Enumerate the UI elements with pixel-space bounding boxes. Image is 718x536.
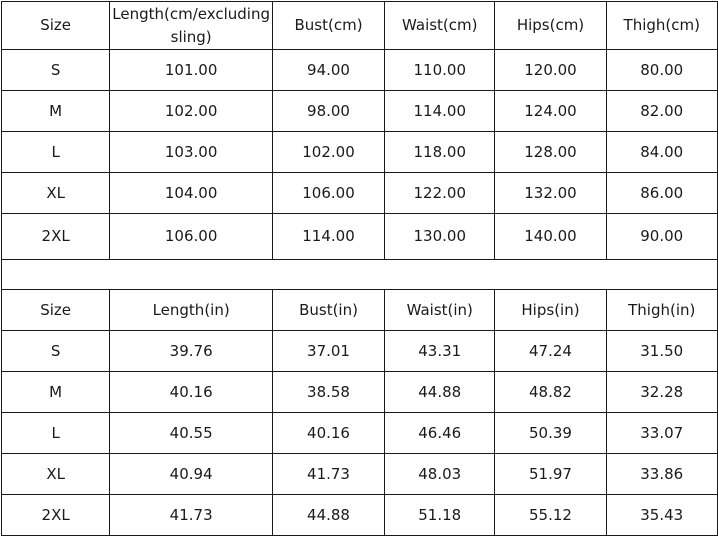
- column-header: Bust(cm): [273, 2, 385, 50]
- table-cell: 41.73: [273, 454, 385, 495]
- table-cell: 44.88: [273, 495, 385, 536]
- table-cell: 38.58: [273, 372, 385, 413]
- table-cell: 46.46: [385, 413, 495, 454]
- table-cell: 122.00: [385, 173, 495, 214]
- size-cell: L: [2, 413, 110, 454]
- table-row: [2, 132, 718, 173]
- table-cell: 140.00: [495, 214, 606, 260]
- table-cell: 82.00: [606, 91, 718, 132]
- column-header: Waist(in): [385, 290, 495, 331]
- table-cell: 98.00: [273, 91, 385, 132]
- size-cell: M: [2, 372, 110, 413]
- column-header: Thigh(in): [606, 290, 718, 331]
- table-cell: 33.86: [606, 454, 718, 495]
- table-cell: 51.97: [495, 454, 606, 495]
- table-cell: 124.00: [495, 91, 606, 132]
- table-row: [2, 372, 718, 413]
- table-cell: 40.16: [110, 372, 273, 413]
- column-header: Hips(in): [495, 290, 606, 331]
- table-row: [2, 454, 718, 495]
- separator-row: [2, 260, 718, 290]
- table-cell: 102.00: [110, 91, 273, 132]
- table-cell: 132.00: [495, 173, 606, 214]
- table-cell: 50.39: [495, 413, 606, 454]
- table-cell: 86.00: [606, 173, 718, 214]
- table-cell: 47.24: [495, 331, 606, 372]
- table-cell: 120.00: [495, 50, 606, 91]
- size-cell: S: [2, 331, 110, 372]
- table-cell: 104.00: [110, 173, 273, 214]
- table-cell: 33.07: [606, 413, 718, 454]
- table-cell: 101.00: [110, 50, 273, 91]
- table-cell: 110.00: [385, 50, 495, 91]
- size-chart-table: [1, 1, 718, 536]
- table-cell: 106.00: [273, 173, 385, 214]
- table-row: [2, 214, 718, 260]
- table-cell: 130.00: [385, 214, 495, 260]
- size-cell: 2XL: [2, 214, 110, 260]
- table-cell: 94.00: [273, 50, 385, 91]
- column-header: Thigh(cm): [606, 2, 718, 50]
- table-cell: 114.00: [385, 91, 495, 132]
- size-cell: XL: [2, 173, 110, 214]
- table-cell: 103.00: [110, 132, 273, 173]
- size-cell: 2XL: [2, 495, 110, 536]
- table-row: [2, 50, 718, 91]
- table-cell: 40.55: [110, 413, 273, 454]
- table-cell: 43.31: [385, 331, 495, 372]
- table-cell: 55.12: [495, 495, 606, 536]
- size-cell: XL: [2, 454, 110, 495]
- table-cell: 90.00: [606, 214, 718, 260]
- table-cell: 40.94: [110, 454, 273, 495]
- table-row: [2, 331, 718, 372]
- table-row: [2, 495, 718, 536]
- table-row: [2, 413, 718, 454]
- size-cell: L: [2, 132, 110, 173]
- column-header: Length(in): [110, 290, 273, 331]
- size-cell: M: [2, 91, 110, 132]
- table-cell: 37.01: [273, 331, 385, 372]
- table-cell: 41.73: [110, 495, 273, 536]
- in-header-row: [2, 290, 718, 331]
- blank-separator: [2, 260, 718, 290]
- column-header: Waist(cm): [385, 2, 495, 50]
- column-header: Hips(cm): [495, 2, 606, 50]
- table-cell: 106.00: [110, 214, 273, 260]
- table-cell: 31.50: [606, 331, 718, 372]
- table-cell: 80.00: [606, 50, 718, 91]
- table-row: [2, 91, 718, 132]
- column-header: Length(cm/excluding sling): [110, 2, 273, 50]
- table-cell: 32.28: [606, 372, 718, 413]
- table-cell: 39.76: [110, 331, 273, 372]
- cm-header-row: [2, 2, 718, 50]
- table-cell: 102.00: [273, 132, 385, 173]
- table-cell: 44.88: [385, 372, 495, 413]
- column-header: Bust(in): [273, 290, 385, 331]
- column-header: Size: [2, 2, 110, 50]
- table-cell: 35.43: [606, 495, 718, 536]
- table-cell: 84.00: [606, 132, 718, 173]
- table-cell: 48.03: [385, 454, 495, 495]
- table-row: [2, 173, 718, 214]
- column-header: Size: [2, 290, 110, 331]
- size-cell: S: [2, 50, 110, 91]
- table-cell: 118.00: [385, 132, 495, 173]
- table-cell: 128.00: [495, 132, 606, 173]
- table-cell: 51.18: [385, 495, 495, 536]
- table-cell: 114.00: [273, 214, 385, 260]
- table-cell: 48.82: [495, 372, 606, 413]
- table-cell: 40.16: [273, 413, 385, 454]
